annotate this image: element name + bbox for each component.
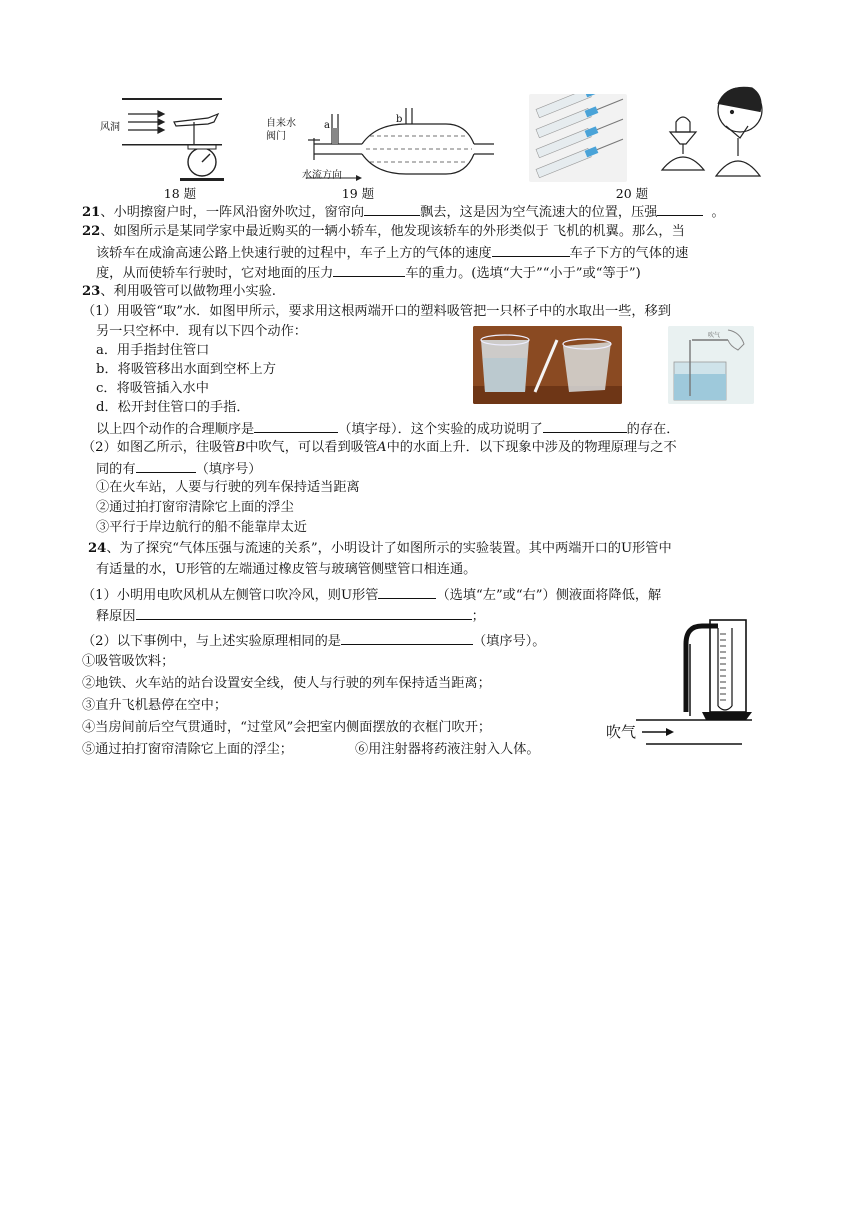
- q24-item-1: ①吸管吸饮料；: [82, 654, 175, 669]
- q23-option-a: a．用手指封住管口: [96, 343, 210, 358]
- water-pipe-diagram: [266, 100, 496, 185]
- q24-part1-line1: [82, 584, 661, 606]
- question-text: 、小明擦窗户时，一阵风沿窗外吹过，窗帘向: [100, 205, 365, 220]
- answer-blank[interactable]: [341, 630, 473, 645]
- question-23-title: [82, 282, 276, 302]
- q23-option-b: b．将吸管移出水面到空杯上方: [96, 362, 276, 377]
- answer-blank[interactable]: [136, 605, 472, 620]
- question-number: 22: [82, 224, 101, 239]
- pipe-label-a: a: [324, 120, 330, 131]
- question-text: 同的有: [96, 462, 136, 477]
- question-number: 23: [82, 284, 101, 299]
- question-text: 、为了探究“气体压强与流速的关系”，小明设计了如图所示的实验装置。其中两端开口的U形管中: [106, 541, 672, 556]
- question-22-line-2: [96, 242, 688, 264]
- caption-19: 19 题: [341, 186, 375, 201]
- question-text: ；: [471, 609, 485, 624]
- tap-label-1: 自来水: [266, 118, 296, 129]
- question-text: 飘去，这是因为空气流速大的位置，压强: [420, 205, 658, 220]
- question-text: 车的重力。(选填“大于”“小于”或“等于”): [405, 266, 641, 281]
- q23-item-3: ③平行于岸边航行的船不能靠岸太近: [96, 520, 307, 535]
- answer-blank[interactable]: [492, 242, 570, 257]
- q24-item-5: ⑤通过拍打窗帘清除它上面的浮尘；: [82, 742, 293, 757]
- answer-blank[interactable]: [254, 418, 338, 433]
- syringes-photo: [529, 94, 627, 182]
- answer-blank[interactable]: [136, 458, 196, 473]
- question-text: 的存在．: [626, 422, 680, 437]
- q24-item-6: ⑥用注射器将药液注射入人体。: [355, 742, 540, 757]
- q23-part1-line1: （1）用吸管“取”水．如图甲所示，要求用这根两端开口的塑料吸管把一只杯子中的水取出一些，移到: [82, 304, 671, 319]
- q24-item-2: ②地铁、火车站的站台设置安全线，使人与行驶的列车保持适当距离；: [82, 676, 491, 691]
- q23-option-c: c．将吸管插入水中: [96, 381, 209, 396]
- question-text: 中的水面上升．以下现象中涉及的物理原理与之不: [386, 440, 677, 455]
- question-text: 、利用吸管可以做物理小实验.: [100, 284, 276, 299]
- blow-label: 吹气: [708, 332, 721, 339]
- tube-a-label: A: [377, 440, 387, 455]
- question-text: 度，从而使轿车行驶时，它对地面的压力: [96, 266, 334, 281]
- straw-blowing-photo: [668, 326, 754, 404]
- question-number: 24: [88, 541, 107, 556]
- question-text: （2）如图乙所示，往吸管: [82, 440, 236, 455]
- question-text: （填序号）: [195, 462, 262, 477]
- q23-item-2: ②通过拍打窗帘清除它上面的浮尘: [96, 500, 294, 515]
- wind-tunnel-label: 风洞: [100, 122, 120, 133]
- tap-label-2: 阀门: [266, 131, 286, 142]
- answer-blank[interactable]: [543, 418, 627, 433]
- wind-tunnel-diagram: [100, 98, 230, 184]
- answer-blank[interactable]: [333, 262, 405, 277]
- q23-part1-line2: 另一只空杯中．现有以下四个动作：: [96, 324, 307, 339]
- q23-part2-line2: [96, 458, 262, 480]
- question-text: 释原因: [96, 609, 136, 624]
- question-number: 21: [82, 205, 101, 220]
- q24-part2-line: [82, 630, 545, 652]
- answer-blank[interactable]: [364, 201, 420, 216]
- question-text: 。: [711, 205, 725, 220]
- u-tube-apparatus: [606, 614, 756, 750]
- funnel-blowing-sketch: [656, 82, 768, 184]
- question-text: （1）小明用电吹风机从左侧管口吹冷风，则U形管: [82, 588, 379, 603]
- question-text: 车子下方的气体的速: [569, 246, 689, 261]
- cups-and-straw-photo: [473, 326, 622, 404]
- figure-19: [266, 100, 496, 185]
- blow-label: 吹气: [606, 723, 637, 741]
- q23-order-line: [96, 418, 679, 440]
- question-22-line-3: [96, 262, 641, 284]
- figure-18: [100, 98, 230, 184]
- question-text: （填字母）．这个实验的成功说明了: [338, 422, 543, 437]
- pipe-label-b: b: [396, 114, 403, 125]
- caption-18: 18 题: [163, 186, 197, 201]
- question-text: （2）以下事例中，与上述实验原理相同的是: [82, 634, 341, 649]
- question-text: （选填“左”或“右”）侧液面将降低，解: [436, 588, 662, 603]
- q24-item-4: ④当房间前后空气贯通时，“过堂风”会把室内侧面摆放的衣框门吹开；: [82, 720, 492, 735]
- q23-option-d: d．松开封住管口的手指．: [96, 400, 250, 415]
- question-21: [82, 201, 725, 223]
- question-text: 该轿车在成渝高速公路上快速行驶的过程中，车子上方的气体的速度: [96, 246, 492, 261]
- question-text: 以上四个动作的合理顺序是: [96, 422, 255, 437]
- question-24-line-2: 有适量的水，U形管的左端通过橡皮管与玻璃管侧壁管口相连通。: [96, 562, 477, 577]
- flow-direction-label: 水流方向: [302, 170, 342, 181]
- tube-b-label: B: [235, 440, 246, 455]
- answer-blank[interactable]: [657, 201, 703, 216]
- question-text: 、如图所示是某同学家中最近购买的一辆小轿车，他发现该轿车的外形类似于 飞机的机翼。那么，当: [100, 224, 685, 239]
- question-24-line-1: [88, 539, 672, 559]
- q24-part1-line2: [96, 605, 485, 627]
- answer-blank[interactable]: [378, 584, 436, 599]
- caption-20: 20 题: [615, 186, 649, 201]
- question-22-line-1: [82, 222, 685, 242]
- q23-item-1: ①在火车站，人要与行驶的列车保持适当距离: [96, 480, 360, 495]
- q24-item-3: ③直升飞机悬停在空中；: [82, 698, 228, 713]
- question-text: （填序号）。: [472, 634, 546, 649]
- question-text: 中吹气，可以看到吸管: [245, 440, 378, 455]
- q23-part2-line1: [82, 438, 677, 458]
